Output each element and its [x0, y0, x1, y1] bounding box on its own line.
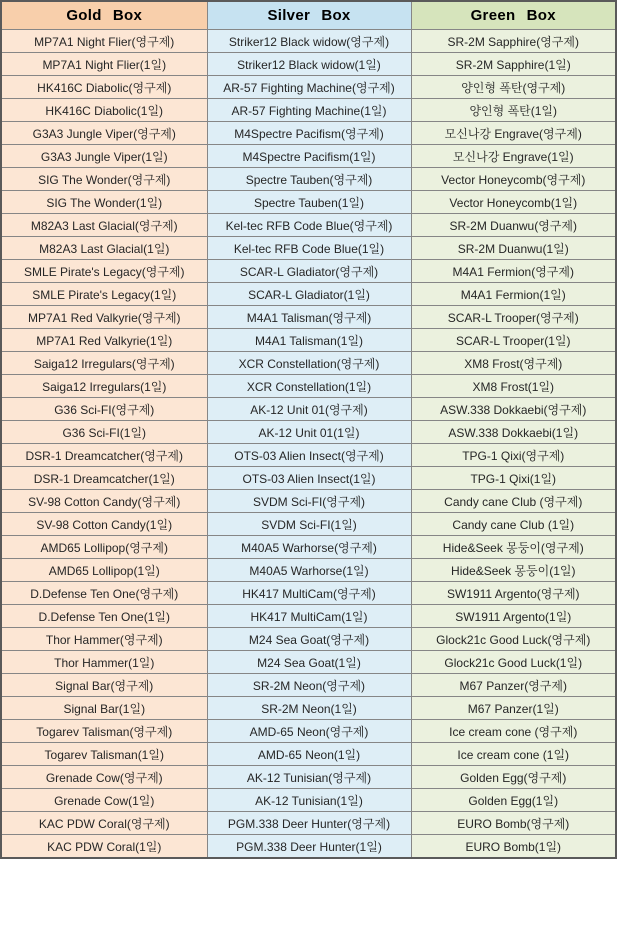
cell-green-item: TPG-1 Qixi(영구제) — [411, 444, 616, 467]
cell-gold-item: M82A3 Last Glacial(1일) — [1, 237, 207, 260]
cell-silver-item: PGM.338 Deer Hunter(영구제) — [207, 812, 411, 835]
cell-gold-item: AMD65 Lollipop(영구제) — [1, 536, 207, 559]
cell-green-item: Glock21c Good Luck(영구제) — [411, 628, 616, 651]
cell-gold-item: KAC PDW Coral(영구제) — [1, 812, 207, 835]
table-row — [1, 214, 616, 237]
table-row — [1, 145, 616, 168]
cell-silver-item: M40A5 Warhorse(1일) — [207, 559, 411, 582]
cell-silver-item: M24 Sea Goat(1일) — [207, 651, 411, 674]
cell-gold-item: HK416C Diabolic(1일) — [1, 99, 207, 122]
cell-gold-item: M82A3 Last Glacial(영구제) — [1, 214, 207, 237]
cell-gold-item: SMLE Pirate's Legacy(영구제) — [1, 260, 207, 283]
cell-silver-item: SVDM Sci-FI(1일) — [207, 513, 411, 536]
cell-silver-item: Spectre Tauben(1일) — [207, 191, 411, 214]
table-row — [1, 697, 616, 720]
cell-green-item: EURO Bomb(1일) — [411, 835, 616, 859]
cell-green-item: XM8 Frost(1일) — [411, 375, 616, 398]
cell-gold-item: Thor Hammer(영구제) — [1, 628, 207, 651]
cell-silver-item: OTS-03 Alien Insect(1일) — [207, 467, 411, 490]
cell-gold-item: SV-98 Cotton Candy(영구제) — [1, 490, 207, 513]
table-row — [1, 375, 616, 398]
cell-silver-item: XCR Constellation(영구제) — [207, 352, 411, 375]
cell-gold-item: DSR-1 Dreamcatcher(영구제) — [1, 444, 207, 467]
cell-gold-item: G36 Sci-FI(1일) — [1, 421, 207, 444]
cell-gold-item: G3A3 Jungle Viper(1일) — [1, 145, 207, 168]
table-row — [1, 53, 616, 76]
cell-green-item: M4A1 Fermion(영구제) — [411, 260, 616, 283]
cell-green-item: SR-2M Duanwu(영구제) — [411, 214, 616, 237]
cell-silver-item: SR-2M Neon(1일) — [207, 697, 411, 720]
cell-gold-item: SV-98 Cotton Candy(1일) — [1, 513, 207, 536]
cell-gold-item: KAC PDW Coral(1일) — [1, 835, 207, 859]
cell-gold-item: Togarev Talisman(영구제) — [1, 720, 207, 743]
cell-silver-item: Striker12 Black widow(1일) — [207, 53, 411, 76]
cell-gold-item: HK416C Diabolic(영구제) — [1, 76, 207, 99]
cell-silver-item: M4A1 Talisman(1일) — [207, 329, 411, 352]
cell-silver-item: SCAR-L Gladiator(1일) — [207, 283, 411, 306]
cell-gold-item: Thor Hammer(1일) — [1, 651, 207, 674]
cell-green-item: Hide&Seek 몽둥이(1일) — [411, 559, 616, 582]
cell-green-item: Vector Honeycomb(1일) — [411, 191, 616, 214]
cell-gold-item: Grenade Cow(영구제) — [1, 766, 207, 789]
cell-gold-item: SIG The Wonder(영구제) — [1, 168, 207, 191]
cell-green-item: Ice cream cone (영구제) — [411, 720, 616, 743]
cell-gold-item: DSR-1 Dreamcatcher(1일) — [1, 467, 207, 490]
cell-gold-item: Grenade Cow(1일) — [1, 789, 207, 812]
cell-green-item: Hide&Seek 몽둥이(영구제) — [411, 536, 616, 559]
cell-silver-item: AK-12 Unit 01(영구제) — [207, 398, 411, 421]
cell-green-item: M4A1 Fermion(1일) — [411, 283, 616, 306]
cell-gold-item: D.Defense Ten One(영구제) — [1, 582, 207, 605]
cell-green-item: SR-2M Duanwu(1일) — [411, 237, 616, 260]
header-row — [1, 1, 616, 30]
cell-silver-item: Kel-tec RFB Code Blue(영구제) — [207, 214, 411, 237]
cell-silver-item: SCAR-L Gladiator(영구제) — [207, 260, 411, 283]
cell-green-item: Golden Egg(영구제) — [411, 766, 616, 789]
cell-green-item: Ice cream cone (1일) — [411, 743, 616, 766]
cell-gold-item: MP7A1 Red Valkyrie(영구제) — [1, 306, 207, 329]
cell-green-item: SR-2M Sapphire(1일) — [411, 53, 616, 76]
table-row — [1, 168, 616, 191]
cell-green-item: Vector Honeycomb(영구제) — [411, 168, 616, 191]
cell-silver-item: AMD-65 Neon(1일) — [207, 743, 411, 766]
cell-green-item: SR-2M Sapphire(영구제) — [411, 30, 616, 53]
table-row — [1, 99, 616, 122]
cell-silver-item: PGM.338 Deer Hunter(1일) — [207, 835, 411, 859]
table-row — [1, 835, 616, 859]
table-row — [1, 329, 616, 352]
table-row — [1, 582, 616, 605]
table-row — [1, 628, 616, 651]
cell-green-item: SW1911 Argento(1일) — [411, 605, 616, 628]
table-header — [1, 1, 616, 30]
table-row — [1, 766, 616, 789]
cell-green-item: 모신나강 Engrave(영구제) — [411, 122, 616, 145]
cell-silver-item: AMD-65 Neon(영구제) — [207, 720, 411, 743]
cell-gold-item: SMLE Pirate's Legacy(1일) — [1, 283, 207, 306]
cell-green-item: SW1911 Argento(영구제) — [411, 582, 616, 605]
table-row — [1, 789, 616, 812]
cell-green-item: Glock21c Good Luck(1일) — [411, 651, 616, 674]
table-row — [1, 536, 616, 559]
table-row — [1, 743, 616, 766]
cell-green-item: SCAR-L Trooper(영구제) — [411, 306, 616, 329]
table-row — [1, 651, 616, 674]
cell-silver-item: AK-12 Tunisian(1일) — [207, 789, 411, 812]
cell-gold-item: Togarev Talisman(1일) — [1, 743, 207, 766]
cell-green-item: ASW.338 Dokkaebi(영구제) — [411, 398, 616, 421]
cell-silver-item: AK-12 Unit 01(1일) — [207, 421, 411, 444]
cell-silver-item: SR-2M Neon(영구제) — [207, 674, 411, 697]
cell-green-item: M67 Panzer(1일) — [411, 697, 616, 720]
cell-gold-item: MP7A1 Red Valkyrie(1일) — [1, 329, 207, 352]
cell-silver-item: M40A5 Warhorse(영구제) — [207, 536, 411, 559]
cell-silver-item: M24 Sea Goat(영구제) — [207, 628, 411, 651]
cell-silver-item: SVDM Sci-FI(영구제) — [207, 490, 411, 513]
cell-green-item: Candy cane Club (영구제) — [411, 490, 616, 513]
cell-green-item: 양인형 폭탄(1일) — [411, 99, 616, 122]
table-row — [1, 421, 616, 444]
cell-green-item: 모신나강 Engrave(1일) — [411, 145, 616, 168]
cell-gold-item: Saiga12 Irregulars(1일) — [1, 375, 207, 398]
cell-green-item: M67 Panzer(영구제) — [411, 674, 616, 697]
table-row — [1, 444, 616, 467]
cell-gold-item: G3A3 Jungle Viper(영구제) — [1, 122, 207, 145]
table-row — [1, 122, 616, 145]
column-header-silver: Silver Box — [207, 1, 411, 30]
cell-silver-item: HK417 MultiCam(1일) — [207, 605, 411, 628]
table-row — [1, 260, 616, 283]
table-row — [1, 559, 616, 582]
cell-gold-item: G36 Sci-FI(영구제) — [1, 398, 207, 421]
cell-green-item: ASW.338 Dokkaebi(1일) — [411, 421, 616, 444]
table-row — [1, 467, 616, 490]
cell-gold-item: MP7A1 Night Flier(1일) — [1, 53, 207, 76]
table-row — [1, 283, 616, 306]
cell-silver-item: M4Spectre Pacifism(1일) — [207, 145, 411, 168]
cell-green-item: SCAR-L Trooper(1일) — [411, 329, 616, 352]
cell-silver-item: HK417 MultiCam(영구제) — [207, 582, 411, 605]
cell-gold-item: MP7A1 Night Flier(영구제) — [1, 30, 207, 53]
table-row — [1, 812, 616, 835]
column-header-gold: Gold Box — [1, 1, 207, 30]
cell-silver-item: M4Spectre Pacifism(영구제) — [207, 122, 411, 145]
cell-gold-item: Saiga12 Irregulars(영구제) — [1, 352, 207, 375]
cell-green-item: Candy cane Club (1일) — [411, 513, 616, 536]
cell-silver-item: AK-12 Tunisian(영구제) — [207, 766, 411, 789]
table-row — [1, 605, 616, 628]
table-row — [1, 352, 616, 375]
cell-green-item: Golden Egg(1일) — [411, 789, 616, 812]
cell-silver-item: OTS-03 Alien Insect(영구제) — [207, 444, 411, 467]
cell-gold-item: AMD65 Lollipop(1일) — [1, 559, 207, 582]
table-body — [1, 30, 616, 859]
table-row — [1, 76, 616, 99]
cell-gold-item: D.Defense Ten One(1일) — [1, 605, 207, 628]
table-row — [1, 237, 616, 260]
cell-silver-item: Spectre Tauben(영구제) — [207, 168, 411, 191]
cell-silver-item: Kel-tec RFB Code Blue(1일) — [207, 237, 411, 260]
cell-silver-item: AR-57 Fighting Machine(1일) — [207, 99, 411, 122]
cell-silver-item: AR-57 Fighting Machine(영구제) — [207, 76, 411, 99]
table-row — [1, 191, 616, 214]
table-row — [1, 306, 616, 329]
cell-green-item: TPG-1 Qixi(1일) — [411, 467, 616, 490]
table-row — [1, 30, 616, 53]
cell-green-item: 양인형 폭탄(영구제) — [411, 76, 616, 99]
cell-gold-item: Signal Bar(영구제) — [1, 674, 207, 697]
cell-gold-item: Signal Bar(1일) — [1, 697, 207, 720]
table-row — [1, 720, 616, 743]
table-row — [1, 490, 616, 513]
cell-silver-item: M4A1 Talisman(영구제) — [207, 306, 411, 329]
table-row — [1, 513, 616, 536]
cell-green-item: EURO Bomb(영구제) — [411, 812, 616, 835]
cell-silver-item: Striker12 Black widow(영구제) — [207, 30, 411, 53]
table-row — [1, 674, 616, 697]
cell-green-item: XM8 Frost(영구제) — [411, 352, 616, 375]
cell-gold-item: SIG The Wonder(1일) — [1, 191, 207, 214]
column-header-green: Green Box — [411, 1, 616, 30]
table-row — [1, 398, 616, 421]
cell-silver-item: XCR Constellation(1일) — [207, 375, 411, 398]
